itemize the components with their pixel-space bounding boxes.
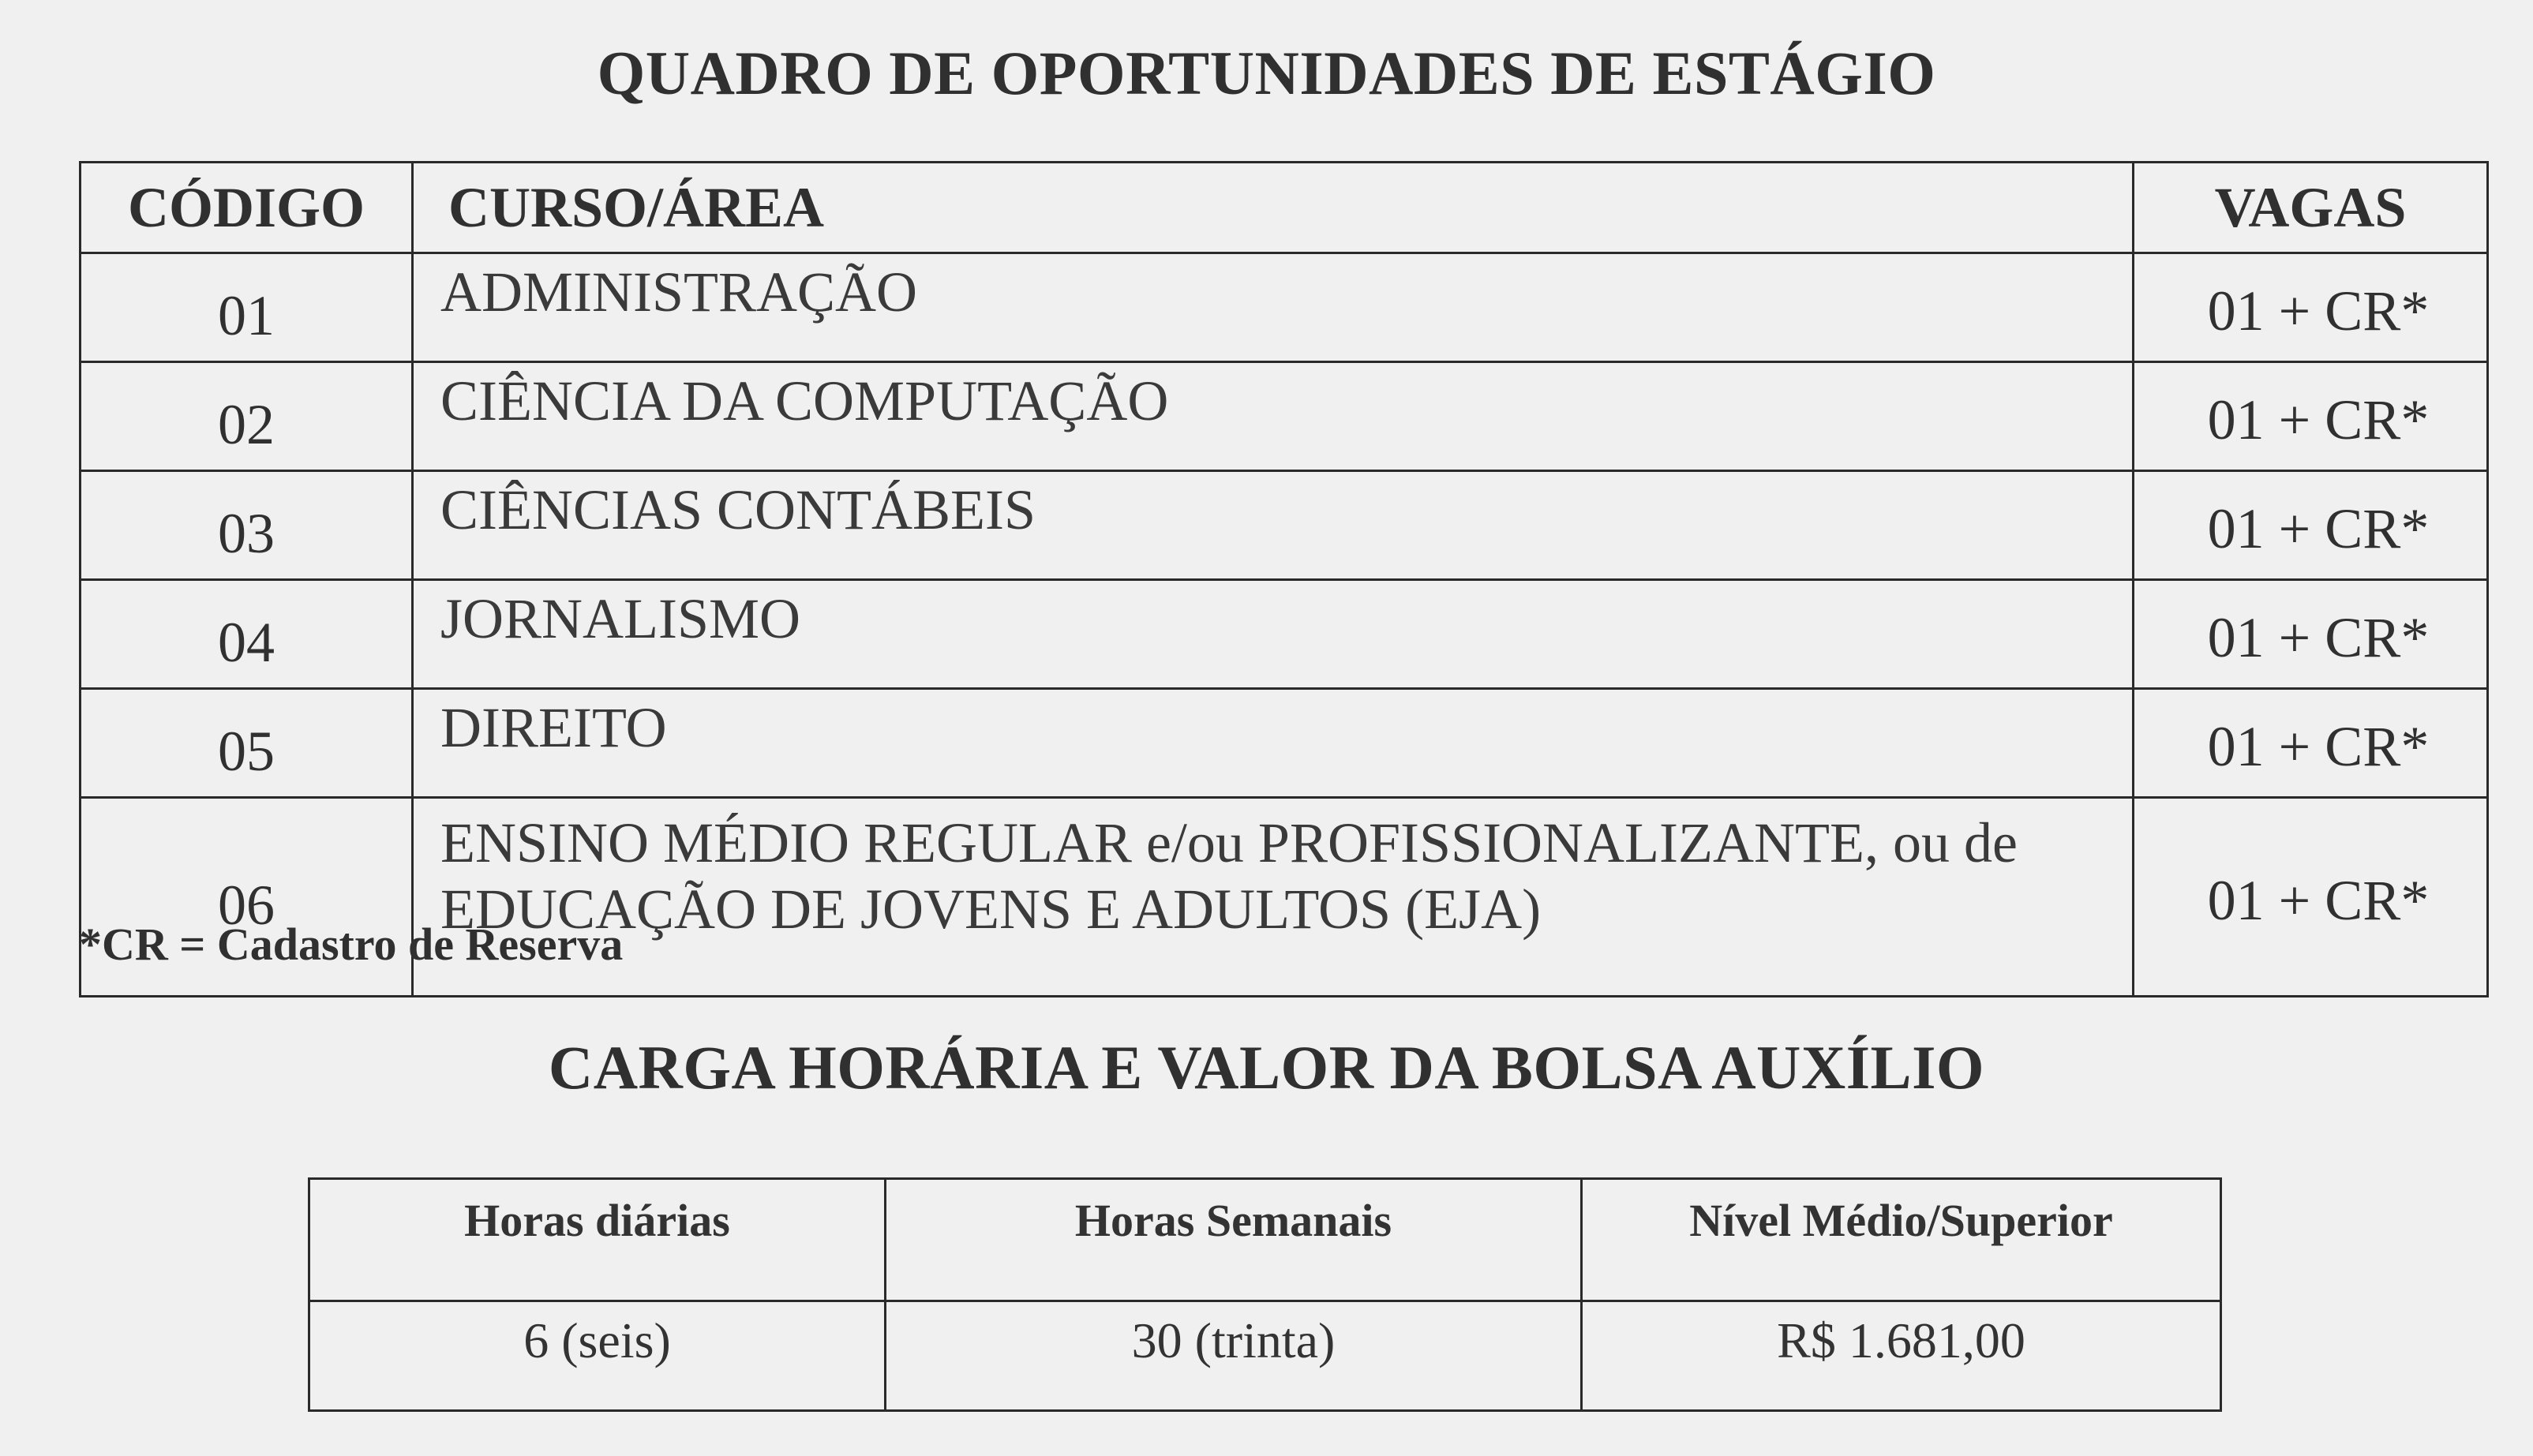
cell-level-value: R$ 1.681,00 <box>1582 1301 2221 1411</box>
cell-code: 05 <box>81 689 413 798</box>
cell-vagas: 01 + CR* <box>2134 253 2488 362</box>
header-vagas: VAGAS <box>2134 163 2488 253</box>
cell-code: 06 <box>81 798 413 997</box>
cell-daily-hours: 6 (seis) <box>309 1301 886 1411</box>
table-row <box>81 580 2488 689</box>
course-line: ENSINO MÉDIO REGULAR e/ou PROFISSIONALIZANTE, ou de <box>440 811 2018 874</box>
cell-course <box>413 798 2134 997</box>
cell-code: 04 <box>81 580 413 689</box>
cell-vagas: 01 + CR* <box>2134 689 2488 798</box>
cell-vagas: 01 + CR* <box>2134 798 2488 997</box>
cell-weekly-hours: 30 (trinta) <box>886 1301 1582 1411</box>
bolsa-table <box>308 1177 2222 1412</box>
cell-course: CIÊNCIAS CONTÁBEIS <box>413 471 2134 580</box>
table-header-row <box>81 163 2488 253</box>
header-code: CÓDIGO <box>81 163 413 253</box>
page-title: QUADRO DE OPORTUNIDADES DE ESTÁGIO <box>597 39 1936 107</box>
header-level-value: Nível Médio/Superior <box>1582 1179 2221 1301</box>
cell-course: JORNALISMO <box>413 580 2134 689</box>
cell-code: 03 <box>81 471 413 580</box>
table-row <box>81 253 2488 362</box>
cell-vagas: 01 + CR* <box>2134 362 2488 471</box>
cell-code: 02 <box>81 362 413 471</box>
cell-vagas: 01 + CR* <box>2134 580 2488 689</box>
table-row <box>81 362 2488 471</box>
table-row <box>309 1301 2221 1411</box>
cell-course: DIREITO <box>413 689 2134 798</box>
header-course: CURSO/ÁREA <box>413 163 2134 253</box>
cell-course: CIÊNCIA DA COMPUTAÇÃO <box>413 362 2134 471</box>
cell-code: 01 <box>81 253 413 362</box>
table-row <box>81 471 2488 580</box>
opportunities-table <box>79 161 2489 997</box>
cell-vagas: 01 + CR* <box>2134 471 2488 580</box>
course-line: EDUCAÇÃO DE JOVENS E ADULTOS (EJA) <box>440 878 1542 941</box>
header-weekly-hours: Horas Semanais <box>886 1179 1582 1301</box>
table-row <box>81 689 2488 798</box>
table-header-row <box>309 1179 2221 1301</box>
header-daily-hours: Horas diárias <box>309 1179 886 1301</box>
reserve-note: *CR = Cadastro de Reserva <box>79 919 624 970</box>
section-title: CARGA HORÁRIA E VALOR DA BOLSA AUXÍLIO <box>548 1033 1985 1102</box>
cell-course: ADMINISTRAÇÃO <box>413 253 2134 362</box>
